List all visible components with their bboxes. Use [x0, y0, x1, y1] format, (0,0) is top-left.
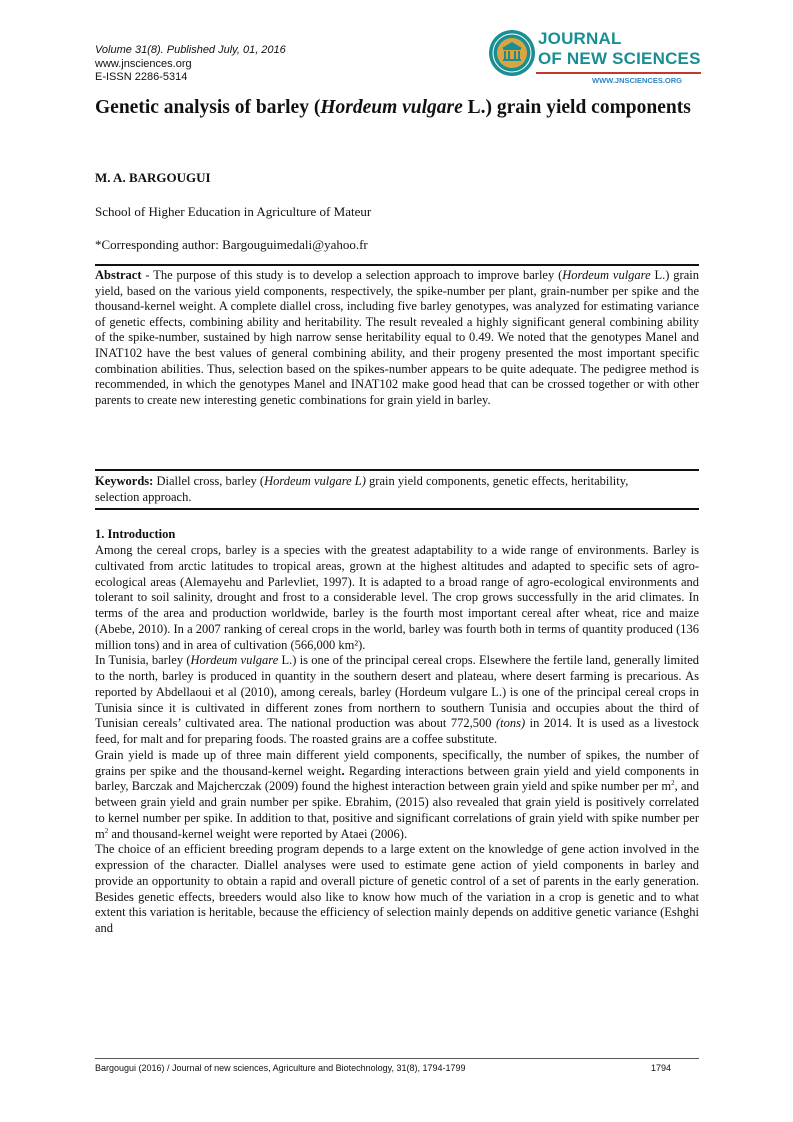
corresponding-author: *Corresponding author: Bargouguimedali@yahoo.fr: [95, 237, 368, 252]
abstract-top-rule: [95, 264, 699, 266]
paragraph: The choice of an efficient breeding program depends to a large extent on the knowledge of gene action involved in the expression of the character. Diallel analyses were used to estimate gene action of yield components in barley and provide an opportunity to obtain a rapid and overall picture of genetic control of a set of parents in the early generation. Besides genetic effects, breeders would also like to know how much of the variation in a crop is genetic and to what extent this variation is heritable, because the efficiency of selection mainly depends on additive genetic variance (Eshghi and: [95, 842, 699, 935]
logo-accent-bar: [536, 72, 701, 74]
introduction-body: [95, 543, 699, 937]
eissn-line: E-ISSN 2286-5314: [95, 71, 188, 83]
abstract-label: Abstract: [95, 268, 142, 282]
abstract: Abstract - The purpose of this study is to develop a selection approach to improve barley (Hordeum vulgare L.) grain yield, based on the various yield components, respectively, the spike-number per plant, grain-number per spike and the thousand-kernel weight. A complete diallel cross, including five barley genotypes, was analyzed for estimating variance of genetic effects, combining ability and heritability. The result revealed a highly significant general combining ability of the spike-number, sustained by high narrow sense heritability equal to 0.49. We noted that the genotypes Manel and INAT102 have the best values of general combining ability, and their progeny presented the most important specific combination abilities. Thus, selection based on the spikes-number appears to be quite adequate. The pedigree method is recommended, in which the genotypes Manel and INAT102 make good head that can be crossed together or with other parents to create new interesting genetic combinations for grain yield in barley.: [95, 268, 699, 407]
journal-logo: [488, 27, 704, 93]
page-number: 1794: [650, 1063, 671, 1073]
paragraph: Grain yield is made up of three main different yield components, specifically, the number of spikes, the number of grains per spike and the thousand-kernel weight. Regarding interactions between grain yield and yield components in barley, Barczak and Majcherczak (2009) found the highest interaction between grain yield and spike number per $m^2$, and between grain yield and grain number per spike. Ebrahim, (2015) also revealed that grain yield is positively correlated to kernel number per spike. In addition to that, positive and significant correlations of grain yield with spike number per $m^2$ and thousand-kernel weight were reported by Ataei (2006).: [95, 747, 699, 841]
website-line[interactable]: www.jnsciences.org: [95, 57, 192, 70]
paragraph: Among the cereal crops, barley is a species with the greatest adaptability to a wide range of environments. Barley is cultivated from arctic latitudes to tropical areas, grown at the highest altitudes and adapted to specific sets of agro-ecological areas (Alemayehu and Parlevliet, 1997). It is adapted to a broad range of agro-ecological environments and tolerant to soil salinity, drought and frost to a considerable level. The crop grows successfully in the arid climates. In terms of the area and production worldwide, barley is the fourth most important cereal after wheat, rice and maize (Abebe, 2010). In a 2007 ranking of cereal crops in the world, barley was fourth both in terms of quantity produced (136 million tons) and in area of cultivation (566,000 km²).: [95, 543, 699, 652]
footer-rule: [95, 1058, 699, 1059]
keywords-bottom-rule: [95, 508, 699, 510]
footer: [95, 1063, 699, 1073]
author-affiliation: School of Higher Education in Agriculture of Mateur: [95, 204, 372, 219]
volume-line: Volume 31(8). Published July, 01, 2016: [95, 44, 286, 56]
journal-emblem-icon: [488, 29, 536, 77]
logo-line-2: OF NEW SCIENCES: [538, 49, 701, 68]
keywords: Keywords: Diallel cross, barley (Hordeum vulgare L) grain yield components, genetic effects, heritability, selection approach.: [95, 474, 629, 504]
section-heading-introduction: 1. Introduction: [95, 527, 176, 541]
author-name: M. A. BARGOUGUI: [95, 170, 211, 185]
publication-info: [95, 44, 286, 85]
logo-url[interactable]: WWW.JNSCIENCES.ORG: [592, 76, 683, 85]
keywords-top-rule: [95, 469, 699, 471]
article-title: Genetic analysis of barley (Hordeum vulgare L.) grain yield components: [95, 97, 691, 118]
keywords-label: Keywords:: [95, 474, 154, 488]
footer-citation: Bargougui (2016) / Journal of new sciences, Agriculture and Biotechnology, 31(8), 1794-1799: [95, 1063, 466, 1073]
paragraph: In Tunisia, barley (Hordeum vulgare L.) is one of the principal cereal crops. Elsewhere the fertile land, generally limited to the north, barley is produced in quantity in the southern desert and plateau, where desert farming is precarious. As reported by Abdellaoui et al (2010), among cereals, barley (Hordeum vulgare L.) is one of the principal cereal crops in Tunisia since it is cultivated in different zones from northern to southern Tunisia and occupies about the third of Tunisian cereals’ cultivated area. The national production was about 772,500 (tons) in 2014. It is used as a livestock feed, for malt and for preparing foods. The roasted grains are a coffee substitute.: [95, 653, 699, 746]
logo-line-1: JOURNAL: [538, 29, 622, 48]
